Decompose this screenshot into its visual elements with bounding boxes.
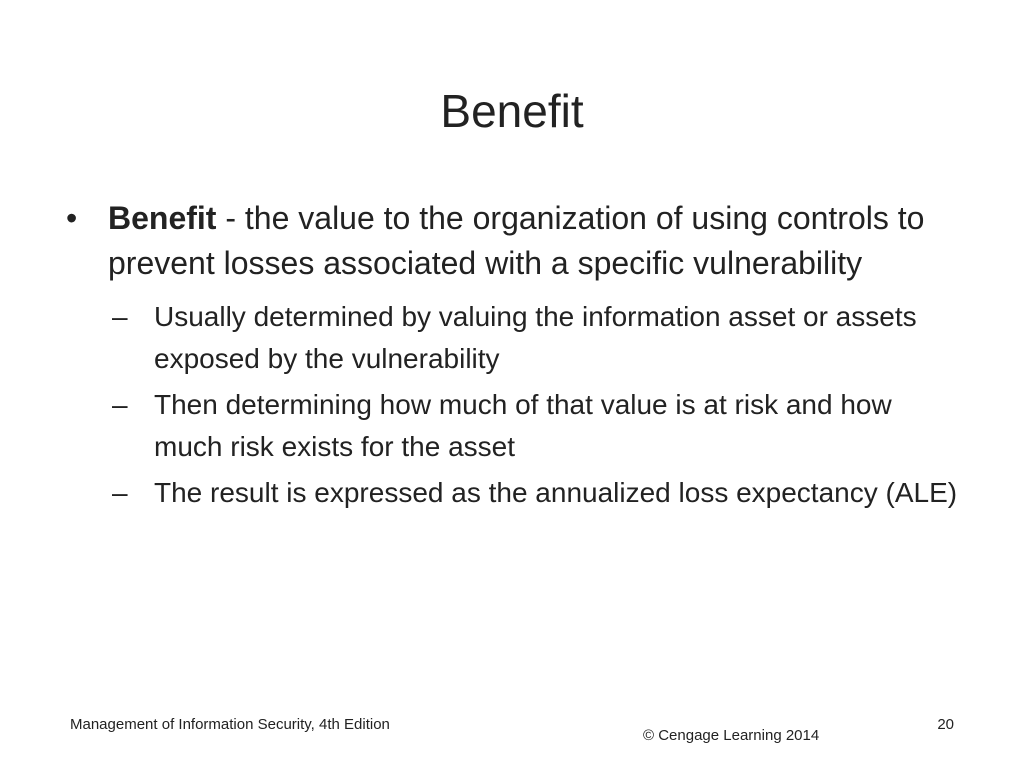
bullet-item [66, 196, 966, 286]
sub-bullet-item [108, 296, 966, 380]
sub-bullet-item [108, 384, 966, 468]
sub-bullet-text: The result is expressed as the annualized loss expectancy (ALE) [154, 477, 958, 508]
sub-bullet-text: Usually determined by valuing the information asset or assets exposed by the vulnerability [154, 301, 917, 374]
footer-copyright: © Cengage Learning 2014 [643, 727, 820, 744]
bullet-dot-icon: • [66, 200, 78, 236]
slide-body [66, 196, 966, 518]
dash-icon: – [112, 301, 128, 332]
dash-icon: – [112, 389, 128, 420]
slide-title: Benefit [440, 85, 584, 137]
bullet-term: Benefit [108, 200, 217, 236]
sub-bullet-text: Then determining how much of that value is at risk and how much risk exists for the asset [154, 389, 892, 462]
footer-page-number: 20 [937, 716, 954, 733]
dash-icon: – [112, 477, 128, 508]
sub-bullet-item [108, 472, 966, 514]
footer-book-title: Management of Information Security, 4th Edition [70, 716, 390, 733]
sub-bullet-list [66, 296, 966, 514]
bullet-text: - the value to the organization of using controls to prevent losses associated with a specific vulnerability [108, 200, 925, 281]
